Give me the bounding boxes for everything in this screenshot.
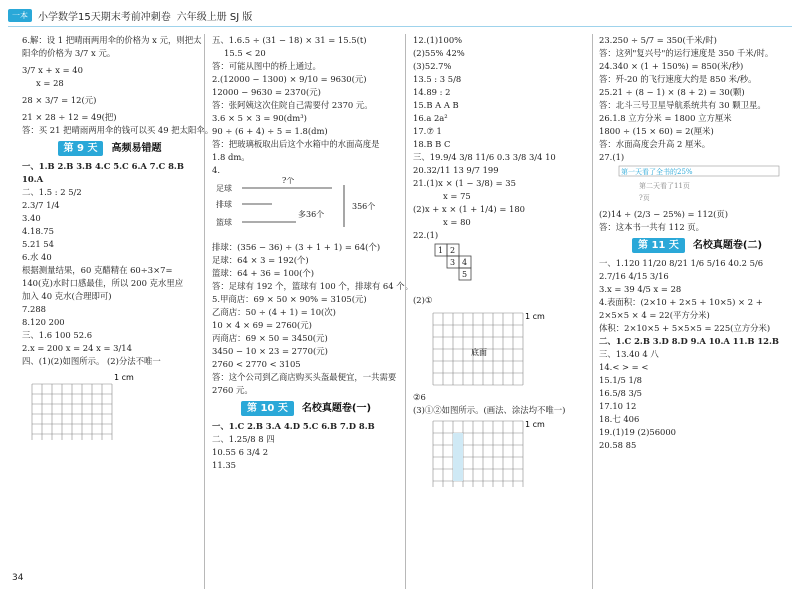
text-line: 4. [212, 165, 220, 175]
text-line: 答：买 21 把晴雨两用伞的钱可以买 49 把太阳伞。 [22, 125, 214, 135]
text-line: 14.89 : 2 [413, 87, 451, 97]
net-cell-label: 3 [450, 258, 456, 267]
text-line: (2)x + x × (1 + 1/4) = 180 [413, 204, 526, 214]
answer-line: 二、1.25/8 8 四 [212, 434, 275, 444]
text-line: 12000 − 9630 = 2370(元) [212, 87, 321, 97]
diagram-top-label: ?个 [282, 177, 295, 185]
text-line: 答：可能从图中的桥上通过。 [212, 61, 321, 71]
answer-line: 18.七 406 [599, 414, 640, 424]
text-line: 23.250 ÷ 5/7 = 350(千米/时) [599, 35, 717, 45]
answer-line: 2.x = 200 x = 24 x = 3/14 [22, 343, 132, 353]
text-line: 丙商店：69 × 50 = 3450(元) [212, 333, 328, 343]
grid-figure [413, 307, 563, 387]
answer-line: 2.3/7 1/4 [22, 200, 60, 210]
column-1 [22, 34, 214, 440]
text-line: 10 × 4 × 69 = 2760(元) [212, 320, 312, 330]
answer-line: 14.< > = < [599, 362, 649, 372]
text-line: 答：把玻璃板取出后这个水箱中的水面高度是 [212, 139, 380, 149]
answer-line: 6.水 40 [22, 252, 52, 262]
bar-segment-label: 第二天看了11页 [639, 182, 690, 190]
net-cell-label: 5 [462, 270, 468, 279]
column-2 [212, 34, 413, 472]
net-cell-label: 1 [438, 246, 444, 255]
text-line: 15.5 < 20 [224, 48, 266, 58]
text-line: 乙商店：50 ÷ (4 + 1) = 10(次) [212, 307, 336, 317]
text-line: (2)14 ÷ (2/3 − 25%) = 112(页) [599, 209, 729, 219]
line-segment-diagram [212, 177, 397, 237]
text-line: 21.(1)x × (1 − 3/8) = 35 [413, 178, 516, 188]
answer-line: 140(克)水时口感最佳，所以 200 克水里应 [22, 278, 184, 288]
column-3 [413, 34, 588, 491]
grid-figure [22, 370, 142, 440]
bar-segment-label: ?页 [639, 194, 650, 202]
text-line: 16.a 2a² [413, 113, 448, 123]
text-line: 答：足球有 192 个，篮球有 100 个，排球有 64 个。 [212, 281, 413, 291]
answer-line: 3.x = 39 4/5 x = 28 [599, 284, 682, 294]
page-number: 34 [12, 573, 24, 583]
text-line: 答：张阿姨这次住院自己需要付 2370 元。 [212, 100, 373, 110]
net-cell-label: 2 [450, 246, 456, 255]
answer-line: 10.55 6 3/4 2 [212, 447, 269, 457]
brand-badge: 一本 [8, 9, 32, 22]
text-line: 答：这本书一共有 112 页。 [599, 222, 705, 232]
answer-line: 8.120 200 [22, 317, 65, 327]
answer-line: 7.288 [22, 304, 46, 314]
answer-line: 2.7/16 4/15 3/16 [599, 271, 669, 281]
text-line: 6.解：设 1 把晴雨两用伞的价格为 x 元，则把太 [22, 35, 202, 45]
header-divider [8, 26, 792, 27]
series-title: 小学数学15天期末考前冲刺卷 [38, 11, 171, 23]
text-line: x = 80 [443, 217, 471, 227]
grid-scale-label: 1 cm [114, 373, 134, 382]
text-line: 答：这列"复兴号"的运行速度是 350 千米/时。 [599, 48, 774, 58]
grid-scale-label: 1 cm [525, 420, 545, 429]
answer-line: 一、1.120 11/20 8/21 1/6 5/16 40.2 5/6 [599, 258, 764, 268]
text-line: 18.B B C [413, 139, 451, 149]
column-divider [204, 34, 205, 589]
text-line: 1.8 dm。 [212, 152, 250, 162]
text-line: 28 × 3/7 = 12(元) [22, 95, 97, 105]
diagram-diff-label: 多36个 [298, 210, 325, 219]
text-line: 答：北斗三号卫星导航系统共有 30 颗卫星。 [599, 100, 766, 110]
text-line: 3450 − 10 × 23 = 2770(元) [212, 346, 328, 356]
section-title: 名校真题卷(二) [692, 240, 763, 251]
answer-line: 17.10 12 [599, 401, 637, 411]
bar-segment-label: 第一天看了全书的25% [621, 168, 693, 176]
text-line: 12.(1)100% [413, 35, 463, 45]
text-line: 阳伞的价格为 3/7 x 元。 [22, 48, 116, 58]
cube-net [413, 242, 513, 290]
answer-line: 二、1.5 : 2 5/2 [22, 187, 82, 197]
answer-line: 一、1.C 2.B 3.A 4.D 5.C 6.B 7.D 8.B [212, 421, 375, 431]
answer-line: 一、1.B 2.B 3.B 4.C 5.C 6.A 7.C 8.B [22, 161, 184, 171]
answer-line: 加入 40 克水(合理即可) [22, 291, 112, 301]
diagram-label-football: 足球 [216, 184, 232, 193]
text-line: 排球：(356 − 36) ÷ (3 + 1 + 1) = 64(个) [212, 242, 381, 252]
text-line: 13.5 : 3 5/8 [413, 74, 462, 84]
text-line: 26.1.8 立方分米 = 1800 立方厘米 [599, 113, 732, 123]
text-line: 25.21 ÷ (8 − 1) × (8 + 2) = 30(颗) [599, 87, 745, 97]
answer-line: 4.18.75 [22, 226, 54, 236]
text-line: 90 ÷ (6 + 4) ÷ 5 = 1.8(dm) [212, 126, 328, 136]
grid-figure [413, 417, 563, 487]
diagram-label-basketball: 篮球 [216, 218, 232, 227]
text-line: x = 28 [36, 78, 64, 88]
book-bar-diagram [599, 164, 789, 204]
answer-line: 三、1.6 100 52.6 [22, 330, 93, 340]
text-line: 21 × 28 ÷ 12 = 49(把) [22, 112, 117, 122]
answer-line: 二、1.C 2.B 3.D 8.D 9.A 10.A 11.B 12.B [599, 336, 780, 346]
day-badge: 第 10 天 [241, 401, 294, 416]
answer-line: 根据测量结果，60 克醋精在 60÷3×7= [22, 265, 173, 275]
grade-label: 六年级上册 SJ 版 [176, 11, 253, 23]
text-line: 15.B A A B [413, 100, 459, 110]
answer-line: ②6 [413, 392, 426, 402]
text-line: 17.⑦ 1 [413, 126, 442, 136]
section-header-day11 [599, 238, 795, 253]
answer-line: 体积：2×10×5 + 5×5×5 = 225(立方分米) [599, 323, 771, 333]
section-header-day10 [212, 401, 400, 416]
answer-line: 四、(1)(2)如图所示。 (2)分法不唯一 [22, 356, 161, 366]
column-divider [592, 34, 593, 589]
text-line: 5.甲商店：69 × 50 × 90% = 3105(元) [212, 294, 367, 304]
answer-line: 5.21 54 [22, 239, 54, 249]
text-line: 2760 < 2770 < 3105 [212, 359, 301, 369]
answer-line: 19.(1)19 (2)56000 [599, 427, 677, 437]
section-title: 高频易错题 [111, 143, 162, 154]
grid-scale-label: 1 cm [525, 312, 545, 321]
net-cell-label: 4 [462, 258, 468, 267]
answer-line: 10.A [22, 174, 44, 184]
text-line: 22.(1) [413, 230, 439, 240]
day-badge: 第 9 天 [58, 141, 104, 156]
section-header-day9 [22, 141, 197, 156]
answer-line: 三、13.40 4 八 [599, 349, 659, 359]
text-line: 20.32/11 13 9/7 199 [413, 165, 499, 175]
answer-line: (2)① [413, 295, 433, 305]
day-badge: 第 11 天 [632, 238, 685, 253]
text-line: 足球：64 × 3 = 192(个) [212, 255, 309, 265]
answer-line: 16.5/8 3/5 [599, 388, 642, 398]
answer-line: 20.58 85 [599, 440, 637, 450]
text-line: 1800 ÷ (15 × 60) = 2(厘米) [599, 126, 714, 136]
text-line: x = 75 [443, 191, 471, 201]
text-line: 3/7 x + x = 40 [22, 65, 83, 75]
text-line: 三、19.9/4 3/8 11/6 0.3 3/8 3/4 10 [413, 152, 556, 162]
text-line: 3.6 × 5 × 3 = 90(dm³) [212, 113, 307, 123]
text-line: 篮球：64 + 36 = 100(个) [212, 268, 315, 278]
grid-base-label: 底面 [471, 348, 487, 357]
section-title: 名校真题卷(一) [301, 403, 372, 414]
answer-line: 15.1/5 1/8 [599, 375, 642, 385]
text-line: (3)52.7% [413, 61, 452, 71]
diagram-total-label: 356个 [352, 202, 376, 211]
text-line: 答：这个公司到乙商店购买头盔最便宜，一共需要 [212, 372, 397, 382]
answer-line: (3)①②如图所示。(画法、涂法均不唯一) [413, 405, 566, 415]
text-line: 五、1.6.5 ÷ (31 − 18) × 31 = 15.5(t) [212, 35, 367, 45]
text-line: 答：歼-20 的飞行速度大约是 850 米/秒。 [599, 74, 757, 84]
text-line: 27.(1) [599, 152, 625, 162]
answer-line: 4.表面积：(2×10 + 2×5 + 10×5) × 2 + 2×5×5 × 4 = 22(平方分米) [599, 297, 763, 320]
answer-line: 11.35 [212, 460, 236, 470]
column-divider [405, 34, 406, 589]
text-line: 2760 元。 [212, 385, 253, 395]
page-header [8, 6, 252, 24]
diagram-label-volleyball: 排球 [216, 200, 232, 209]
text-line: 24.340 × (1 + 150%) = 850(米/秒) [599, 61, 744, 71]
text-line: 2.(12000 − 1300) × 9/10 = 9630(元) [212, 74, 367, 84]
answer-line: 3.40 [22, 213, 41, 223]
column-4 [599, 34, 795, 452]
text-line: (2)55% 42% [413, 48, 465, 58]
text-line: 答：水面高度会升高 2 厘米。 [599, 139, 711, 149]
